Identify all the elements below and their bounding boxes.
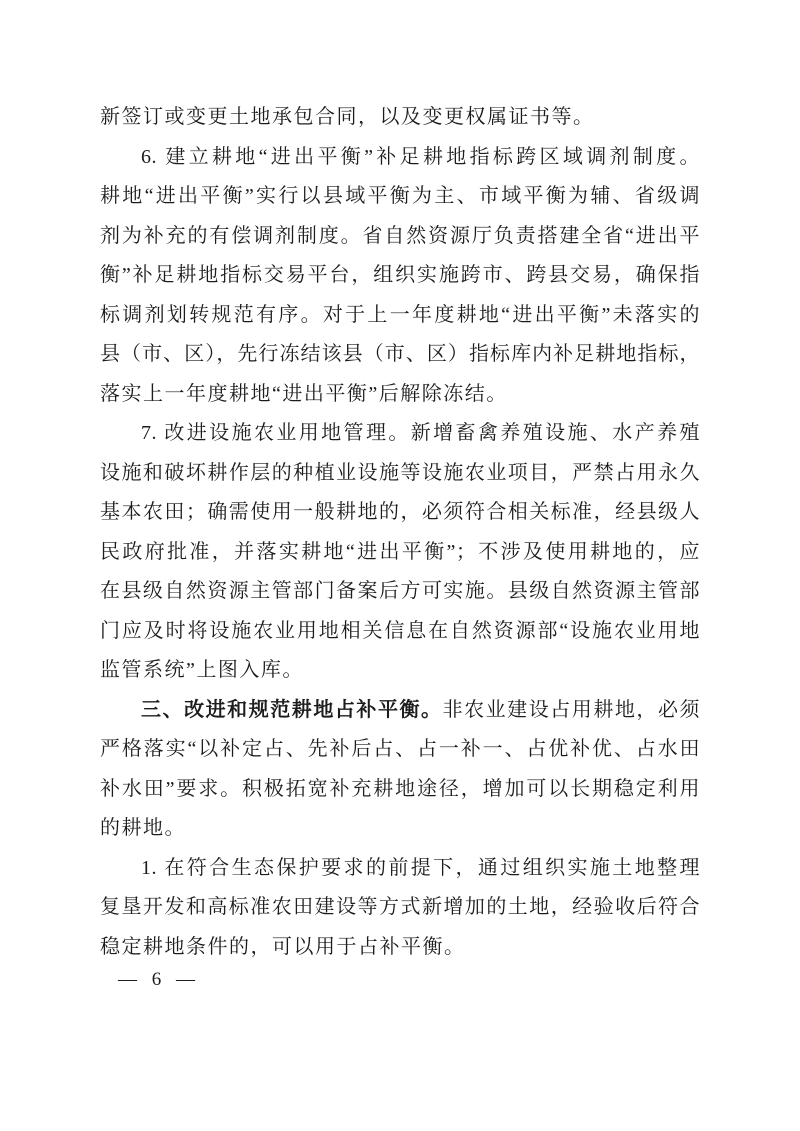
text-line: 剂为补充的有偿调剂制度。省自然资源厅负责搭建全省“进出平 bbox=[100, 224, 700, 247]
text-line: 基本农田；确需使用一般耕地的，必须符合相关标准，经县级人 bbox=[100, 501, 700, 523]
text-line: 民政府批准，并落实耕地“进出平衡”；不涉及使用耕地的，应 bbox=[100, 540, 700, 563]
text-line: 耕地“进出平衡”实行以县域平衡为主、市域平衡为辅、省级调 bbox=[100, 185, 700, 207]
text-line: 设施和破坏耕作层的种植业设施等设施农业项目，严禁占用永久 bbox=[100, 461, 700, 484]
section-heading: 三、改进和规范耕地占补平衡。 bbox=[141, 698, 443, 721]
text-line: 县（市、区），先行冻结该县（市、区）指标库内补足耕地指标， bbox=[100, 343, 700, 365]
text-line: 落实上一年度耕地“进出平衡”后解除冻结。 bbox=[100, 382, 508, 405]
text-line: 衡”补足耕地指标交易平台，组织实施跨市、跨县交易，确保指 bbox=[100, 264, 700, 286]
text-line: 严格落实“以补定占、先补后占、占一补一、占优补优、占水田 bbox=[100, 738, 700, 760]
item-6-heading-line: 6. 建立耕地“进出平衡”补足耕地指标跨区域调剂制度。 bbox=[141, 145, 700, 168]
text-line: 复垦开发和高标准农田建设等方式新增加的土地，经验收后符合 bbox=[100, 896, 700, 918]
text-line: 在县级自然资源主管部门备案后方可实施。县级自然资源主管部 bbox=[100, 580, 700, 602]
text-line: 监管系统”上图入库。 bbox=[100, 659, 304, 681]
text-line: 补水田”要求。积极拓宽补充耕地途径，增加可以长期稳定利用 bbox=[100, 777, 700, 800]
item-7-heading-line: 7. 改进设施农业用地管理。新增畜禽养殖设施、水产养殖 bbox=[141, 422, 700, 444]
text-line: 标调剂划转规范有序。对于上一年度耕地“进出平衡”未落实的 bbox=[100, 303, 700, 326]
page-number: — 6 — bbox=[118, 969, 200, 990]
text-line: 新签订或变更土地承包合同，以及变更权属证书等。 bbox=[100, 106, 595, 128]
document-body bbox=[100, 98, 700, 967]
text-after-heading: 非农业建设占用耕地，必须 bbox=[442, 698, 700, 721]
item-1-heading-line: 1. 在符合生态保护要求的前提下，通过组织实施土地整理 bbox=[141, 856, 700, 879]
text-line: 稳定耕地条件的，可以用于占补平衡。 bbox=[100, 935, 466, 958]
text-line: 的耕地。 bbox=[100, 817, 186, 839]
section-3-heading-line bbox=[100, 691, 700, 731]
text-line: 门应及时将设施农业用地相关信息在自然资源部“设施农业用地 bbox=[100, 619, 700, 642]
